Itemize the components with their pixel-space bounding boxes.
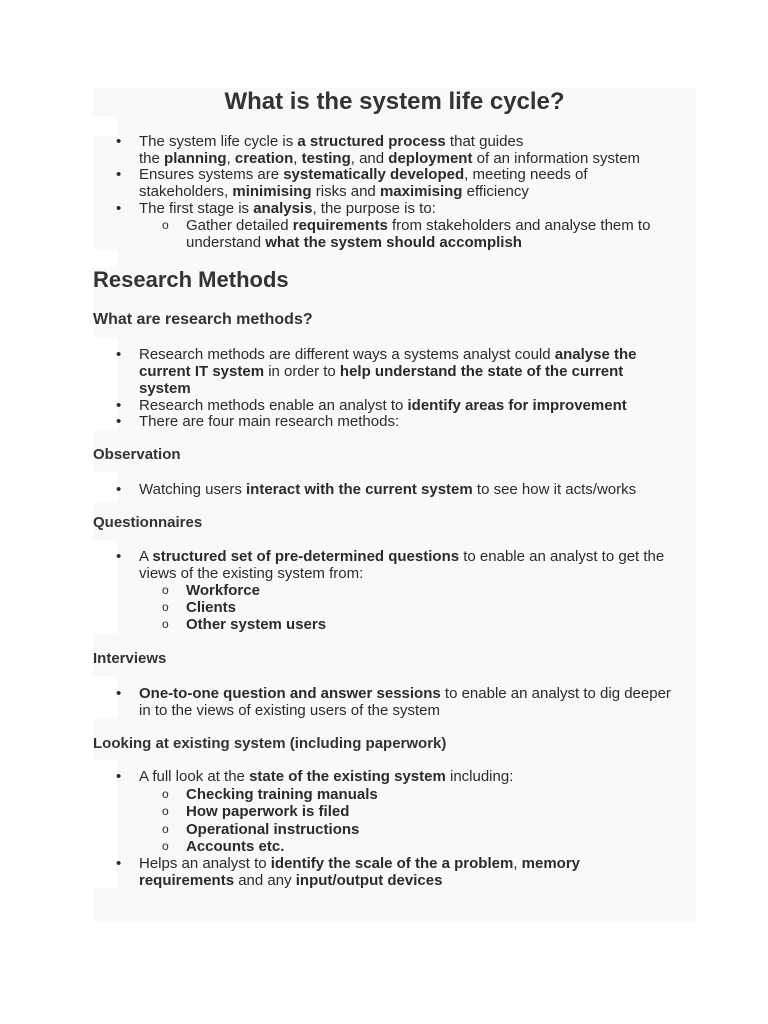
- sub-list-item: Accounts etc.: [186, 838, 285, 855]
- sub-list-item: Gather detailed requirements from stakeholders and analyse them to understand what the system should accomplish: [186, 217, 651, 251]
- sub-list-item: Other system users: [186, 616, 327, 633]
- list-item: Research methods are different ways a systems analyst could analyse the current IT system in order to help understand the state of the current system: [139, 346, 637, 397]
- page-notch: [93, 250, 117, 268]
- page-notch: [93, 676, 117, 718]
- sub-bullet: o: [162, 839, 169, 853]
- bullet: •: [116, 481, 122, 498]
- list-item: One-to-one question and answer sessions to enable an analyst to dig deeper in to the views of existing users of the system: [139, 685, 671, 719]
- list-item: A full look at the state of the existing system including:: [139, 768, 514, 785]
- sub-bullet: o: [162, 583, 169, 597]
- sub-bullet: o: [162, 617, 169, 631]
- list-item: There are four main research methods:: [139, 413, 400, 430]
- list-item: Watching users interact with the current system to see how it acts/works: [139, 481, 637, 498]
- sub-list-item: Operational instructions: [186, 821, 360, 838]
- method-heading: Interviews: [93, 650, 167, 667]
- bullet: •: [116, 200, 122, 217]
- page-notch: [93, 116, 117, 136]
- method-heading: Observation: [93, 446, 181, 463]
- sub-bullet: o: [162, 822, 169, 836]
- section-heading: Research Methods: [93, 267, 289, 292]
- bullet: •: [116, 397, 122, 414]
- sub-bullet: o: [162, 787, 169, 801]
- sub-bullet: o: [162, 804, 169, 818]
- list-item: Ensures systems are systematically developed, meeting needs of stakeholders, minimising risks and maximising efficiency: [139, 166, 588, 200]
- page-notch: [93, 760, 117, 888]
- list-item: A structured set of pre-determined questions to enable an analyst to get the views of the existing system from:: [139, 548, 665, 582]
- sub-bullet: o: [162, 218, 169, 232]
- page-notch: [93, 540, 117, 634]
- page-notch: [93, 338, 117, 430]
- list-item: Research methods enable an analyst to identify areas for improvement: [139, 397, 627, 414]
- subsection-heading: What are research methods?: [93, 311, 313, 328]
- bullet: •: [116, 166, 122, 183]
- sub-list-item: Clients: [186, 599, 237, 616]
- sub-bullet: o: [162, 600, 169, 614]
- list-item: The system life cycle is a structured process that guides the planning, creation, testing, and deployment of an information system: [139, 133, 641, 167]
- list-item: Helps an analyst to identify the scale of the a problem, memory requirements and any input/output devices: [139, 855, 581, 889]
- sub-list-item: Checking training manuals: [186, 786, 378, 803]
- sub-list-item: How paperwork is filed: [186, 803, 350, 820]
- bullet: •: [116, 685, 122, 702]
- method-heading: Looking at existing system (including paperwork): [93, 735, 447, 752]
- page-notch: [93, 472, 117, 502]
- list-item: The first stage is analysis, the purpose is to:: [139, 200, 436, 217]
- bullet: •: [116, 548, 122, 565]
- page-title: What is the system life cycle?: [224, 88, 565, 115]
- sub-list-item: Workforce: [186, 582, 260, 599]
- bullet: •: [116, 855, 122, 872]
- bullet: •: [116, 768, 122, 785]
- bullet: •: [116, 133, 122, 150]
- bullet: •: [116, 346, 122, 363]
- method-heading: Questionnaires: [93, 514, 203, 531]
- bullet: •: [116, 413, 122, 430]
